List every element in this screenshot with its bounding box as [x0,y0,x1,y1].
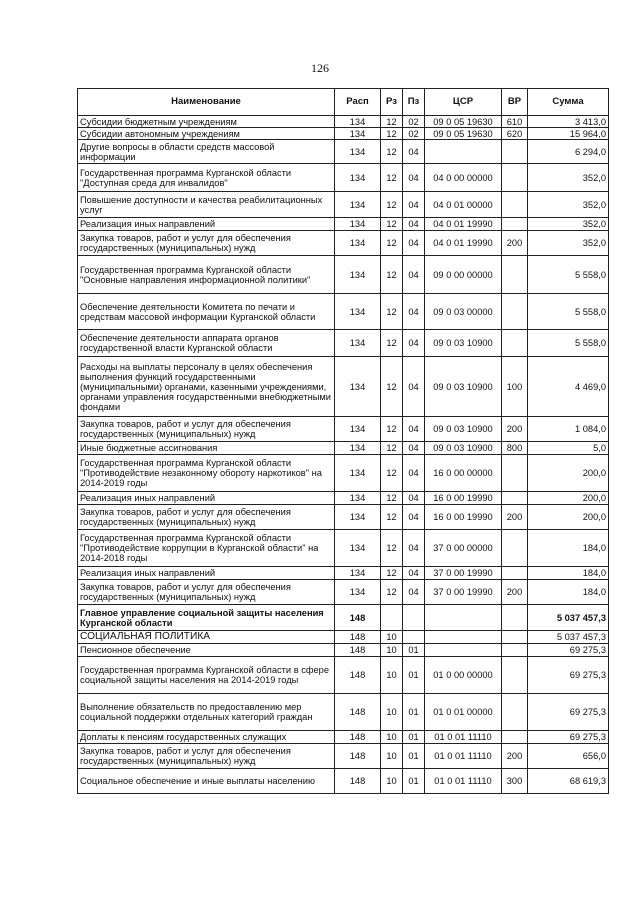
header-pz: Пз [403,89,425,116]
table-row [78,731,609,744]
cell-vr: 300 [502,769,528,794]
table-row [78,192,609,218]
cell-sum: 6 294,0 [528,140,609,164]
cell-name: Повышение доступности и качества реабилитационных услуг [78,192,335,218]
cell-pz: 04 [403,140,425,164]
cell-sum: 69 275,3 [528,644,609,657]
cell-csr: 09 0 05 19630 [425,128,502,140]
cell-name: Закупка товаров, работ и услуг для обеспечения государственных (муниципальных) нужд [78,505,335,530]
cell-rasp: 134 [335,530,381,567]
cell-csr [425,140,502,164]
cell-pz: 04 [403,330,425,357]
cell-rasp: 148 [335,769,381,794]
cell-pz: 01 [403,744,425,769]
cell-sum: 352,0 [528,192,609,218]
cell-pz: 04 [403,357,425,417]
cell-pz: 02 [403,128,425,140]
cell-csr: 04 0 01 19990 [425,231,502,256]
table-header-row [78,89,609,116]
table-row [78,631,609,644]
cell-sum: 184,0 [528,580,609,605]
cell-rz: 12 [381,492,403,505]
table-row [78,294,609,330]
cell-csr: 37 0 00 00000 [425,530,502,567]
header-rz: Рз [381,89,403,116]
cell-name: Закупка товаров, работ и услуг для обеспечения государственных (муниципальных) нужд [78,231,335,256]
cell-rasp: 134 [335,128,381,140]
cell-csr: 16 0 00 19990 [425,505,502,530]
cell-sum: 5 558,0 [528,256,609,294]
cell-rasp: 148 [335,744,381,769]
cell-vr [502,731,528,744]
budget-table [77,88,609,794]
cell-name: Социальное обеспечение и иные выплаты населению [78,769,335,794]
cell-rz: 10 [381,769,403,794]
cell-name: Государственная программа Курганской области "Противодействие незаконному обороту наркотиков" на 2014-2019 годы [78,455,335,492]
cell-vr: 200 [502,231,528,256]
table-row [78,330,609,357]
cell-name: Реализация иных направлений [78,218,335,231]
cell-csr: 01 0 01 11110 [425,731,502,744]
cell-csr: 09 0 05 19630 [425,116,502,128]
cell-rasp: 134 [335,417,381,442]
cell-vr [502,330,528,357]
cell-name: Закупка товаров, работ и услуг для обеспечения государственных (муниципальных) нужд [78,744,335,769]
cell-csr: 09 0 03 00000 [425,294,502,330]
cell-rz: 12 [381,218,403,231]
cell-vr [502,644,528,657]
cell-rz [381,605,403,631]
cell-sum: 5,0 [528,442,609,455]
cell-rasp: 148 [335,657,381,694]
cell-name: Субсидии бюджетным учреждениям [78,116,335,128]
cell-csr: 04 0 00 00000 [425,164,502,192]
cell-rz: 10 [381,657,403,694]
cell-sum: 352,0 [528,231,609,256]
cell-vr [502,567,528,580]
cell-name: Выполнение обязательств по предоставлению мер социальной поддержки отдельных категорий граждан [78,694,335,731]
cell-pz: 04 [403,455,425,492]
cell-rasp: 134 [335,116,381,128]
cell-name: Реализация иных направлений [78,492,335,505]
cell-sum: 656,0 [528,744,609,769]
cell-sum: 184,0 [528,567,609,580]
cell-sum: 1 084,0 [528,417,609,442]
cell-rasp: 134 [335,580,381,605]
cell-name: Обеспечение деятельности Комитета по печати и средствам массовой информации Курганской области [78,294,335,330]
cell-rz: 12 [381,192,403,218]
cell-rz: 12 [381,455,403,492]
cell-rasp: 134 [335,218,381,231]
cell-sum: 4 469,0 [528,357,609,417]
cell-vr: 200 [502,417,528,442]
cell-vr: 620 [502,128,528,140]
cell-rasp: 134 [335,256,381,294]
cell-rz: 12 [381,357,403,417]
table-row [78,657,609,694]
cell-name: Государственная программа Курганской области "Противодействие коррупции в Курганской области" на 2014-2018 годы [78,530,335,567]
cell-rasp: 148 [335,731,381,744]
cell-rasp: 134 [335,455,381,492]
cell-csr: 09 0 03 10900 [425,357,502,417]
table-row [78,256,609,294]
cell-pz: 04 [403,442,425,455]
cell-pz: 02 [403,116,425,128]
cell-vr [502,605,528,631]
cell-vr [502,218,528,231]
cell-name: Расходы на выплаты персоналу в целях обеспечения выполнения функций государственными (муниципальными) органами, казенными учреждениями, органами управления государственными внебюджетными фондами [78,357,335,417]
cell-vr [502,294,528,330]
cell-rasp: 134 [335,294,381,330]
header-vr: ВР [502,89,528,116]
table-row [78,140,609,164]
table-row [78,417,609,442]
cell-vr [502,657,528,694]
cell-pz: 04 [403,192,425,218]
cell-sum: 69 275,3 [528,731,609,744]
cell-sum: 352,0 [528,164,609,192]
cell-csr [425,631,502,644]
cell-sum: 5 558,0 [528,330,609,357]
cell-rasp: 134 [335,492,381,505]
cell-pz: 01 [403,731,425,744]
cell-csr: 01 0 01 11110 [425,744,502,769]
cell-pz [403,631,425,644]
cell-rasp: 134 [335,505,381,530]
cell-rz: 12 [381,140,403,164]
cell-pz [403,605,425,631]
cell-rz: 12 [381,580,403,605]
table-row [78,580,609,605]
cell-rz: 12 [381,442,403,455]
cell-rz: 12 [381,530,403,567]
cell-name: Реализация иных направлений [78,567,335,580]
cell-vr: 200 [502,505,528,530]
cell-csr: 09 0 03 10900 [425,417,502,442]
cell-pz: 04 [403,256,425,294]
cell-sum: 200,0 [528,505,609,530]
cell-sum: 68 619,3 [528,769,609,794]
cell-name: Иные бюджетные ассигнования [78,442,335,455]
cell-pz: 01 [403,769,425,794]
cell-name: Доплаты к пенсиям государственных служащих [78,731,335,744]
cell-rz: 12 [381,164,403,192]
cell-vr [502,631,528,644]
cell-pz: 01 [403,644,425,657]
cell-name: Государственная программа Курганской области в сфере социальной защиты населения на 2014-2019 годы [78,657,335,694]
cell-name: Пенсионное обеспечение [78,644,335,657]
cell-rz: 12 [381,116,403,128]
cell-rasp: 134 [335,140,381,164]
cell-rasp: 134 [335,164,381,192]
cell-rz: 10 [381,744,403,769]
cell-sum: 5 037 457,3 [528,605,609,631]
cell-rasp: 148 [335,605,381,631]
cell-pz: 04 [403,567,425,580]
cell-sum: 15 964,0 [528,128,609,140]
cell-rasp: 148 [335,694,381,731]
cell-vr [502,530,528,567]
cell-csr: 09 0 03 10900 [425,330,502,357]
cell-sum: 200,0 [528,455,609,492]
cell-rz: 12 [381,417,403,442]
cell-rz: 10 [381,644,403,657]
table-row [78,769,609,794]
cell-name: Закупка товаров, работ и услуг для обеспечения государственных (муниципальных) нужд [78,417,335,442]
cell-vr: 200 [502,580,528,605]
cell-rasp: 134 [335,357,381,417]
cell-csr: 16 0 00 00000 [425,455,502,492]
cell-sum: 200,0 [528,492,609,505]
cell-sum: 3 413,0 [528,116,609,128]
cell-vr: 610 [502,116,528,128]
cell-sum: 352,0 [528,218,609,231]
cell-vr [502,192,528,218]
table-body [78,116,609,794]
cell-pz: 04 [403,505,425,530]
cell-rz: 12 [381,294,403,330]
cell-pz: 04 [403,580,425,605]
cell-rz: 10 [381,694,403,731]
cell-csr: 04 0 01 00000 [425,192,502,218]
cell-csr: 16 0 00 19990 [425,492,502,505]
cell-name: Субсидии автономным учреждениям [78,128,335,140]
cell-vr: 100 [502,357,528,417]
table-row [78,694,609,731]
table-row [78,644,609,657]
table-row [78,164,609,192]
table-row [78,492,609,505]
cell-vr [502,694,528,731]
cell-rz: 12 [381,231,403,256]
cell-name: Другие вопросы в области средств массовой информации [78,140,335,164]
table-row [78,442,609,455]
cell-rasp: 134 [335,567,381,580]
cell-rz: 10 [381,631,403,644]
cell-pz: 01 [403,694,425,731]
table-row [78,455,609,492]
cell-rasp: 134 [335,231,381,256]
cell-sum: 69 275,3 [528,657,609,694]
table-row [78,530,609,567]
header-rasp: Расп [335,89,381,116]
cell-vr [502,140,528,164]
table-row [78,744,609,769]
cell-rasp: 148 [335,644,381,657]
cell-rasp: 134 [335,330,381,357]
cell-vr [502,455,528,492]
cell-name: Закупка товаров, работ и услуг для обеспечения государственных (муниципальных) нужд [78,580,335,605]
cell-csr [425,605,502,631]
cell-rz: 12 [381,505,403,530]
cell-name: Государственная программа Курганской области "Основные направления информационной политики" [78,256,335,294]
cell-name: Государственная программа Курганской области "Доступная среда для инвалидов" [78,164,335,192]
table-row [78,218,609,231]
cell-pz: 01 [403,657,425,694]
page-number: 126 [311,61,329,75]
cell-csr: 01 0 01 11110 [425,769,502,794]
table-row [78,605,609,631]
cell-csr [425,644,502,657]
table-row [78,567,609,580]
cell-csr: 04 0 01 19990 [425,218,502,231]
cell-rasp: 134 [335,192,381,218]
cell-vr [502,256,528,294]
table-row [78,231,609,256]
cell-sum: 184,0 [528,530,609,567]
cell-rz: 12 [381,330,403,357]
cell-csr: 01 0 00 00000 [425,657,502,694]
header-csr: ЦСР [425,89,502,116]
cell-pz: 04 [403,530,425,567]
cell-name: СОЦИАЛЬНАЯ ПОЛИТИКА [78,631,335,644]
cell-rz: 12 [381,567,403,580]
cell-sum: 69 275,3 [528,694,609,731]
table-row [78,505,609,530]
cell-csr: 37 0 00 19990 [425,567,502,580]
cell-sum: 5 558,0 [528,294,609,330]
header-sum: Сумма [528,89,609,116]
cell-name: Обеспечение деятельности аппарата органов государственной власти Курганской области [78,330,335,357]
cell-pz: 04 [403,417,425,442]
cell-vr [502,164,528,192]
header-name: Наименование [78,89,335,116]
cell-vr [502,492,528,505]
cell-rasp: 134 [335,442,381,455]
cell-rz: 10 [381,731,403,744]
cell-csr: 09 0 03 10900 [425,442,502,455]
cell-name: Главное управление социальной защиты населения Курганской области [78,605,335,631]
cell-pz: 04 [403,231,425,256]
cell-csr: 37 0 00 19990 [425,580,502,605]
cell-vr: 800 [502,442,528,455]
cell-csr: 09 0 00 00000 [425,256,502,294]
table-row [78,357,609,417]
cell-rz: 12 [381,256,403,294]
cell-pz: 04 [403,164,425,192]
cell-pz: 04 [403,492,425,505]
cell-sum: 5 037 457,3 [528,631,609,644]
table-row [78,128,609,140]
cell-rz: 12 [381,128,403,140]
table-row [78,116,609,128]
cell-csr: 01 0 01 00000 [425,694,502,731]
cell-pz: 04 [403,294,425,330]
cell-pz: 04 [403,218,425,231]
cell-rasp: 148 [335,631,381,644]
cell-vr: 200 [502,744,528,769]
